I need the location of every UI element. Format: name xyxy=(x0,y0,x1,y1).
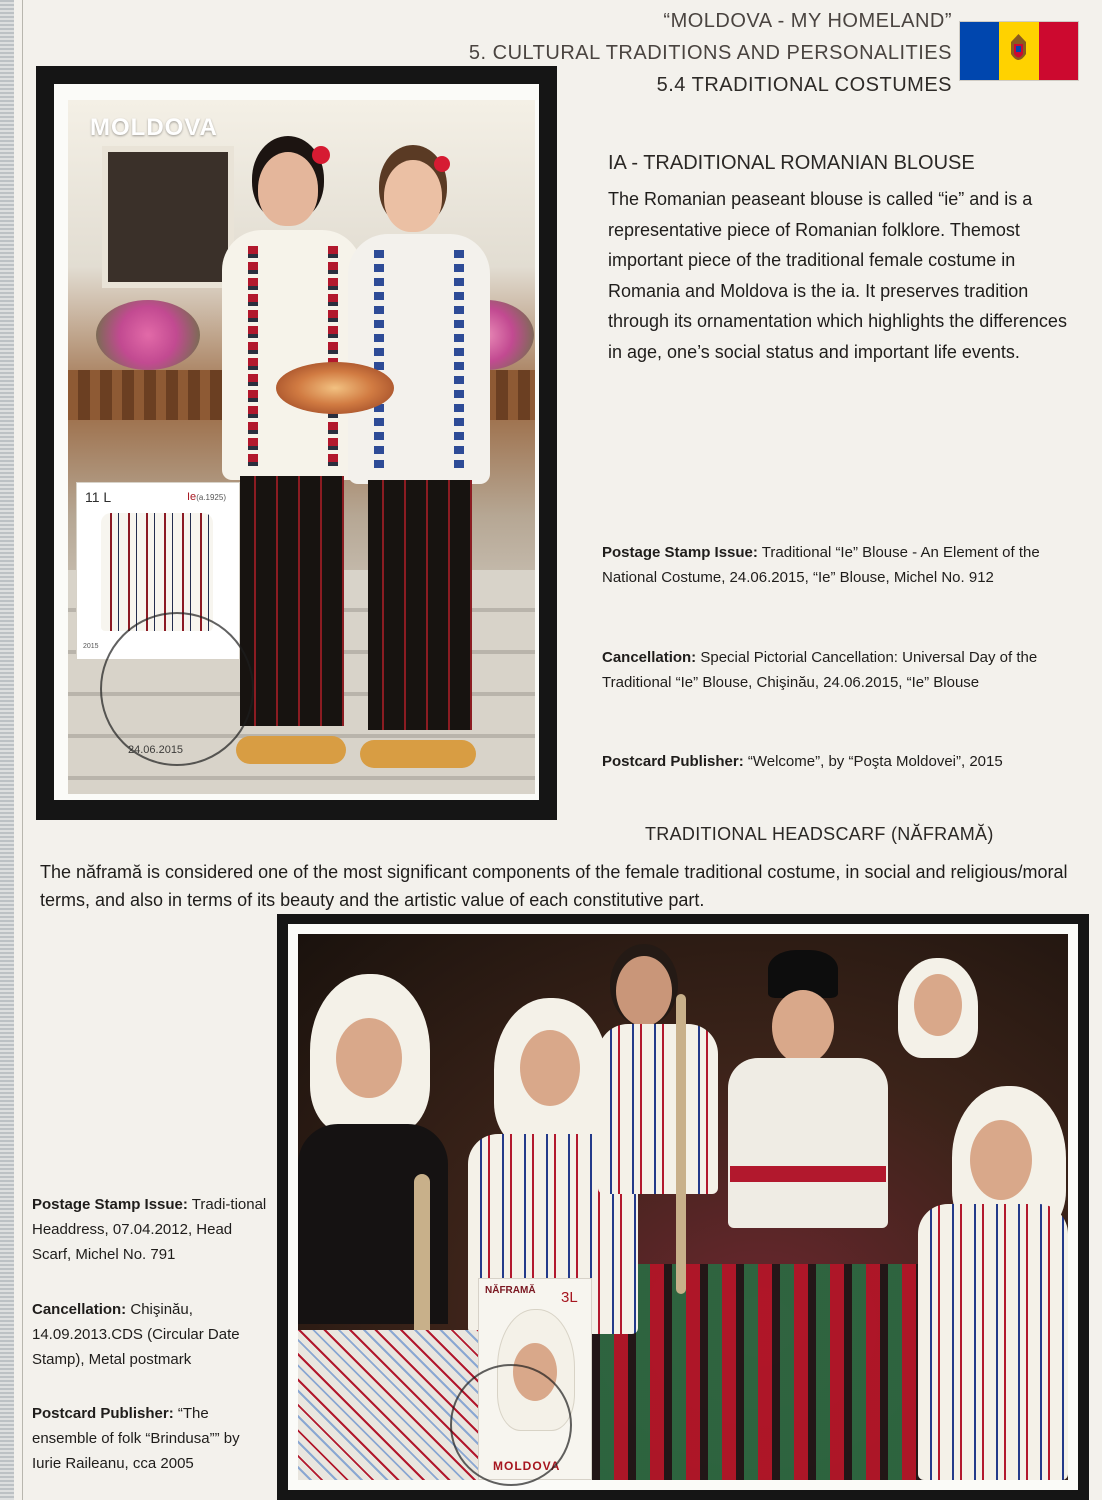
embroidered-shirt xyxy=(918,1204,1068,1480)
stamp-value: 11 L xyxy=(85,489,112,505)
info-text: “The ensemble of folk “Brindusa”” by Iurie Raileanu, cca 2005 xyxy=(32,1405,240,1472)
headscarf-section-heading: TRADITIONAL HEADSCARF (NĂFRAMĂ) xyxy=(645,824,994,844)
info-label: Cancellation: xyxy=(32,1301,127,1318)
opinci-shoes xyxy=(236,736,346,764)
flower-basket-left xyxy=(96,300,200,370)
info-text: Traditional “Ie” Blouse - An Element of the National Costume, 24.06.2015, “Ie” Blouse, Michel No. 912 xyxy=(602,544,1040,586)
chapter-title: 5. CULTURAL TRADITIONS AND PERSONALITIES xyxy=(468,42,952,64)
exhibit-title: “MOLDOVA - MY HOMELAND” xyxy=(663,10,952,32)
stamp-name xyxy=(187,491,226,503)
blouse-embroidery xyxy=(248,246,258,466)
flag-yellow-band xyxy=(999,22,1038,80)
info-label: Postcard Publisher: xyxy=(32,1405,174,1422)
embroidered-shirt xyxy=(598,1024,718,1194)
info-text: “Welcome”, by “Poşta Moldovei”, 2015 xyxy=(747,753,1003,770)
ia-section-heading: IA - TRADITIONAL ROMANIAN BLOUSE xyxy=(608,152,975,174)
white-shirt xyxy=(728,1058,888,1228)
ie-blouse xyxy=(348,234,490,484)
stamp-blouse-illustration xyxy=(101,513,213,631)
opinci-shoes xyxy=(360,740,476,768)
hair-flower xyxy=(312,146,330,164)
woman-right-figure xyxy=(346,154,496,794)
info-label: Postage Stamp Issue: xyxy=(602,544,758,561)
headscarf-description: The năframă is considered one of the most significant components of the female traditional costume, in social and religious/moral terms, and also in terms of its beauty and the artistic value of each constitutive part. xyxy=(40,862,1068,910)
info-label: Postcard Publisher: xyxy=(602,753,744,770)
distaff-wool xyxy=(676,994,686,1294)
blouse-embroidery xyxy=(328,246,338,466)
postmark-date: 24.06.2015 xyxy=(128,744,184,756)
flag-red-band xyxy=(1039,22,1078,80)
catrinta-skirt xyxy=(368,480,472,730)
face xyxy=(520,1030,580,1106)
maximum-card-ie-blouse xyxy=(54,84,539,800)
pictorial-postmark xyxy=(100,612,254,766)
face xyxy=(616,956,672,1026)
face xyxy=(772,990,834,1064)
moldova-flag xyxy=(960,22,1078,80)
stamp-year: 2015 xyxy=(83,643,99,650)
naframa-postcard-publisher xyxy=(32,1401,272,1476)
ia-cancellation xyxy=(602,645,1072,695)
red-sash xyxy=(730,1166,886,1182)
postcard-photo-folk-ensemble xyxy=(298,934,1068,1480)
album-margin-line xyxy=(22,0,23,1500)
house-window xyxy=(102,146,234,288)
info-label: Cancellation: xyxy=(602,649,697,666)
stamp-name-main: Ie xyxy=(187,491,197,503)
info-text: Special Pictorial Cancellation: Universal Day of the Traditional “Ie” Blouse, Chişinău, 24.06.2015, “Ie” Blouse xyxy=(602,649,1038,691)
info-text: Tradi-tional Headdress, 07.04.2012, Head Scarf, Michel No. 791 xyxy=(32,1196,267,1263)
blouse-embroidery xyxy=(374,250,384,470)
ia-description: The Romanian peaseant blouse is called “ie” and is a representative piece of Romanian folklore. Themost important piece of the traditional female costume in Romania and Moldova is the ia. It preserves tradition through its ornamentation which highlights the differences in age, one’s social status and important life events. xyxy=(608,189,1067,362)
card-country-label: MOLDOVA xyxy=(90,114,218,141)
stamp-country: MOLDOVA xyxy=(493,1459,561,1473)
ia-stamp-issue xyxy=(602,540,1072,590)
face xyxy=(258,152,318,226)
info-label: Postage Stamp Issue: xyxy=(32,1196,188,1213)
ie-blouse xyxy=(222,230,362,480)
face xyxy=(336,1018,402,1098)
info-text: Chişinău, 14.09.2013.CDS (Circular Date Stamp), Metal postmark xyxy=(32,1301,240,1368)
stamp-name: NĂFRAMĂ xyxy=(485,1285,536,1296)
blouse-embroidery xyxy=(454,250,464,470)
stamp-value: 3L xyxy=(561,1289,578,1306)
hair-flower xyxy=(434,156,450,172)
circular-date-stamp xyxy=(450,1364,572,1486)
naframa-cancellation xyxy=(32,1297,272,1372)
face xyxy=(970,1120,1032,1200)
naframa-stamp-issue xyxy=(32,1192,272,1267)
ceremonial-bread xyxy=(276,362,394,414)
section-title: 5.4 TRADITIONAL COSTUMES xyxy=(656,74,952,96)
coat-of-arms-icon xyxy=(1007,32,1030,70)
face xyxy=(384,160,442,232)
stamp-name-suffix: (a.1925) xyxy=(196,493,226,502)
catrinta-skirt xyxy=(240,476,344,726)
maximum-card-naframa xyxy=(288,924,1078,1490)
album-binding xyxy=(0,0,14,1500)
flag-blue-band xyxy=(960,22,999,80)
face xyxy=(914,974,962,1036)
ia-postcard-publisher xyxy=(602,749,1082,774)
